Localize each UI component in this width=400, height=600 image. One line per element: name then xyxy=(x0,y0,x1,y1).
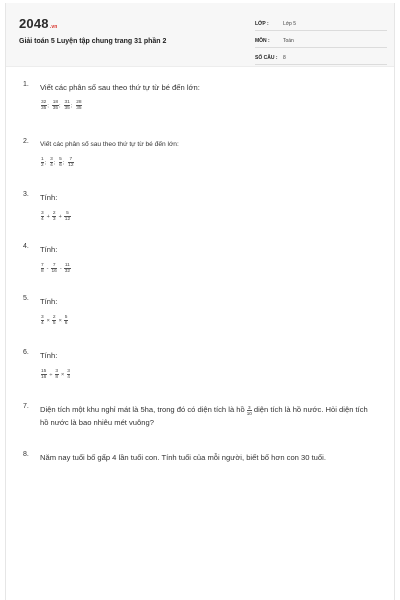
fraction xyxy=(41,369,47,380)
fraction-denominator: 10 xyxy=(246,410,252,416)
fraction-expression xyxy=(40,315,68,326)
fraction-denominator: 4 xyxy=(50,163,53,168)
operator: ; xyxy=(59,102,61,109)
question-text-part: Diện tích một khu nghỉ mát là 5ha, trong đó có diện tích là hồ xyxy=(40,405,245,414)
meta-row-class xyxy=(255,17,387,31)
question-number: 7. xyxy=(23,403,29,410)
fraction-denominator: 35 xyxy=(41,106,47,111)
meta-value: 8 xyxy=(283,54,286,61)
question-number: 1. xyxy=(23,81,29,88)
fraction xyxy=(64,315,68,326)
fraction xyxy=(52,211,56,222)
fraction-numerator: 3 xyxy=(55,369,59,374)
logo-text: 2048 xyxy=(19,16,49,31)
fraction-numerator: 7 xyxy=(69,157,73,162)
question-number: 2. xyxy=(23,138,29,145)
fraction-expression xyxy=(40,157,75,168)
fraction-denominator: 35 xyxy=(52,106,59,111)
question-number: 6. xyxy=(23,349,29,356)
fraction-denominator: 8 xyxy=(41,269,44,274)
fraction xyxy=(51,263,57,274)
fraction xyxy=(52,100,61,111)
fraction xyxy=(52,315,56,326)
fraction-denominator: 32 xyxy=(64,269,71,274)
fraction-denominator: 8 xyxy=(55,375,59,380)
fraction xyxy=(41,100,47,111)
question-text xyxy=(40,403,378,429)
fraction-denominator: 4 xyxy=(41,321,44,326)
fraction xyxy=(64,263,70,274)
meta-label: SỐ CÂU : xyxy=(255,54,278,61)
fraction-denominator: 6 xyxy=(64,321,68,326)
fraction-expression xyxy=(40,263,71,274)
fraction-denominator: 12 xyxy=(68,163,74,168)
fraction-numerator: 32 xyxy=(41,100,47,105)
question-text: Tính: xyxy=(40,351,58,360)
question-text: Viết các phân số sau theo thứ tự từ bé đến lớn: xyxy=(40,141,179,148)
question-text: Tính: xyxy=(40,193,58,202)
question-number: 8. xyxy=(23,451,29,458)
fraction-denominator: 3 xyxy=(52,217,56,222)
page-title: Giải toán 5 Luyện tập chung trang 31 phần 2 xyxy=(19,38,167,45)
fraction-denominator: 6 xyxy=(59,163,62,168)
fraction xyxy=(76,100,82,111)
worksheet-header xyxy=(6,3,394,67)
meta-value: Toán xyxy=(283,37,294,44)
fraction-expression xyxy=(40,211,71,222)
fraction-denominator: 16 xyxy=(51,269,57,274)
fraction-denominator: 35 xyxy=(64,106,70,111)
fraction-numerator: 5 xyxy=(64,315,68,320)
fraction-numerator: 3 xyxy=(248,404,251,410)
fraction xyxy=(64,211,70,222)
fraction-expression xyxy=(40,100,83,111)
fraction xyxy=(41,315,45,326)
meta-label: LỚP : xyxy=(255,20,269,27)
inline-fraction xyxy=(247,405,252,416)
fraction-numerator: 11 xyxy=(64,263,70,268)
fraction xyxy=(41,263,45,274)
meta-row-subject xyxy=(255,34,387,48)
fraction-denominator: 2 xyxy=(41,163,44,168)
site-logo[interactable] xyxy=(19,16,58,31)
fraction-numerator: 3 xyxy=(50,157,53,162)
fraction-denominator: 5 xyxy=(52,321,56,326)
fraction-numerator: 5 xyxy=(59,157,62,162)
operator: ; xyxy=(70,102,73,109)
fraction-expression xyxy=(40,369,71,380)
operator: ; xyxy=(62,159,65,166)
operator: × xyxy=(46,317,50,324)
fraction-numerator: 28 xyxy=(76,100,82,105)
operator: - xyxy=(59,265,62,272)
fraction-numerator: 18 xyxy=(52,100,59,105)
question-number: 5. xyxy=(23,295,29,302)
fraction-numerator: 3 xyxy=(41,211,44,216)
question-text: Tính: xyxy=(40,245,58,254)
fraction-denominator: 35 xyxy=(76,106,82,111)
operator: - xyxy=(46,265,49,272)
meta-label: MÔN : xyxy=(255,37,270,44)
question-number: 3. xyxy=(23,191,29,198)
fraction-numerator: 2 xyxy=(52,315,56,320)
fraction-denominator: 16 xyxy=(41,375,47,380)
fraction xyxy=(55,369,59,380)
fraction xyxy=(50,157,54,168)
operator: ; xyxy=(53,159,56,166)
meta-value: Lớp 5 xyxy=(283,20,297,27)
operator: + xyxy=(58,213,62,220)
question-text: Viết các phân số sau theo thứ tự từ bé đến lớn: xyxy=(40,83,200,92)
fraction-numerator: 15 xyxy=(41,369,47,374)
fraction-denominator: 12 xyxy=(64,217,71,222)
worksheet xyxy=(5,3,395,600)
operator: × xyxy=(58,317,62,324)
fraction-numerator: 7 xyxy=(52,263,56,268)
fraction xyxy=(64,100,73,111)
question-text: Năm nay tuổi bố gấp 4 lần tuổi con. Tính tuổi của mỗi người, biết bố hơn con 30 tuổi. xyxy=(40,453,326,462)
operator: ; xyxy=(47,102,49,109)
operator: + xyxy=(46,213,50,220)
operator: ; xyxy=(44,159,47,166)
meta-row-count xyxy=(255,51,387,65)
fraction-numerator: 1 xyxy=(41,157,44,162)
fraction-numerator: 31 xyxy=(64,100,70,105)
fraction xyxy=(68,157,74,168)
question-number: 4. xyxy=(23,243,29,250)
fraction-denominator: 4 xyxy=(41,217,44,222)
fraction-numerator: 5 xyxy=(66,211,69,216)
fraction xyxy=(59,157,63,168)
fraction xyxy=(41,211,45,222)
operator: ÷ xyxy=(49,371,53,378)
meta-info xyxy=(255,17,387,68)
question-text-part: diện tích là hồ nước. Hỏi diện tích hồ nước là bao nhiêu mét vuông? xyxy=(40,405,368,427)
fraction-numerator: 7 xyxy=(41,263,44,268)
fraction-numerator: 2 xyxy=(52,211,56,216)
fraction xyxy=(41,157,45,168)
fraction-numerator: 3 xyxy=(67,369,70,374)
operator: × xyxy=(61,371,65,378)
fraction-numerator: 3 xyxy=(41,315,44,320)
logo-suffix: .vn xyxy=(49,24,58,30)
fraction xyxy=(67,369,71,380)
fraction-denominator: 4 xyxy=(67,375,70,380)
question-text: Tính: xyxy=(40,297,58,306)
